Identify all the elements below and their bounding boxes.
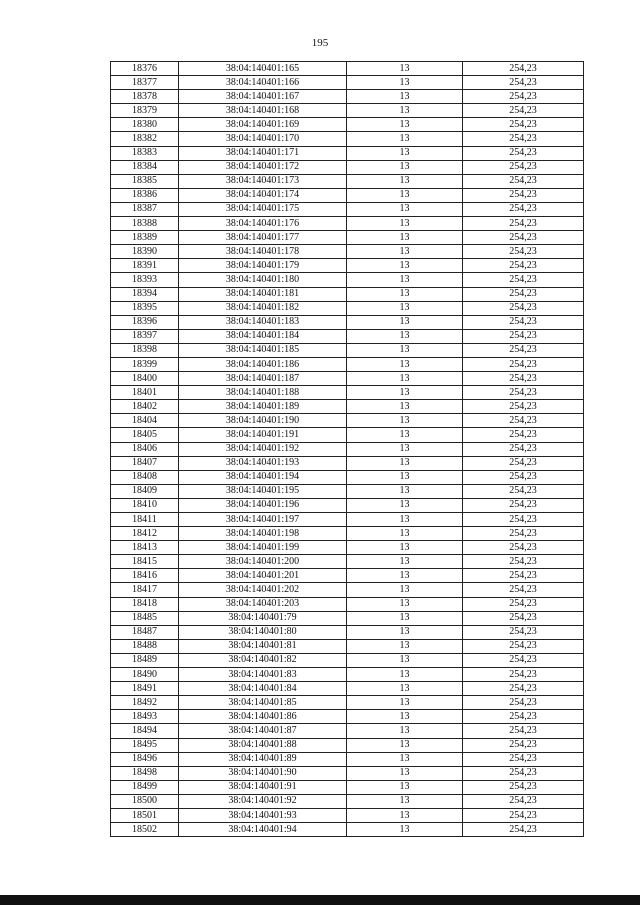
- record-number-cell: 18395: [111, 301, 179, 315]
- value-cell: 254,23: [463, 696, 584, 710]
- table-row: [111, 780, 584, 794]
- quantity-cell: 13: [347, 315, 463, 329]
- record-number-cell: 18383: [111, 146, 179, 160]
- cadastral-number-cell: 38:04:140401:195: [179, 484, 347, 498]
- record-number-cell: 18406: [111, 442, 179, 456]
- record-number-cell: 18416: [111, 569, 179, 583]
- scan-bottom-edge: [0, 895, 640, 905]
- table-row: [111, 484, 584, 498]
- record-number-cell: 18408: [111, 470, 179, 484]
- quantity-cell: 13: [347, 62, 463, 76]
- table-row: [111, 766, 584, 780]
- table-row: [111, 245, 584, 259]
- cadastral-number-cell: 38:04:140401:176: [179, 217, 347, 231]
- cadastral-number-cell: 38:04:140401:193: [179, 456, 347, 470]
- value-cell: 254,23: [463, 597, 584, 611]
- quantity-cell: 13: [347, 738, 463, 752]
- table-row: [111, 513, 584, 527]
- quantity-cell: 13: [347, 639, 463, 653]
- value-cell: 254,23: [463, 766, 584, 780]
- table-row: [111, 329, 584, 343]
- quantity-cell: 13: [347, 76, 463, 90]
- table-row: [111, 273, 584, 287]
- quantity-cell: 13: [347, 569, 463, 583]
- record-number-cell: 18382: [111, 132, 179, 146]
- value-cell: 254,23: [463, 470, 584, 484]
- table-row: [111, 639, 584, 653]
- table-row: [111, 442, 584, 456]
- table-row: [111, 132, 584, 146]
- cadastral-number-cell: 38:04:140401:92: [179, 794, 347, 808]
- value-cell: 254,23: [463, 513, 584, 527]
- table-row: [111, 315, 584, 329]
- quantity-cell: 13: [347, 527, 463, 541]
- table-row: [111, 231, 584, 245]
- table-row: [111, 569, 584, 583]
- cadastral-number-cell: 38:04:140401:91: [179, 780, 347, 794]
- value-cell: 254,23: [463, 245, 584, 259]
- cadastral-number-cell: 38:04:140401:84: [179, 682, 347, 696]
- record-number-cell: 18380: [111, 118, 179, 132]
- record-number-cell: 18404: [111, 414, 179, 428]
- record-number-cell: 18407: [111, 456, 179, 470]
- cadastral-number-cell: 38:04:140401:190: [179, 414, 347, 428]
- record-number-cell: 18418: [111, 597, 179, 611]
- quantity-cell: 13: [347, 428, 463, 442]
- value-cell: 254,23: [463, 653, 584, 667]
- value-cell: 254,23: [463, 724, 584, 738]
- quantity-cell: 13: [347, 498, 463, 512]
- quantity-cell: 13: [347, 386, 463, 400]
- table-row: [111, 414, 584, 428]
- record-number-cell: 18391: [111, 259, 179, 273]
- record-number-cell: 18413: [111, 541, 179, 555]
- cadastral-number-cell: 38:04:140401:179: [179, 259, 347, 273]
- table-row: [111, 202, 584, 216]
- cadastral-number-cell: 38:04:140401:196: [179, 498, 347, 512]
- table-row: [111, 611, 584, 625]
- quantity-cell: 13: [347, 710, 463, 724]
- record-number-cell: 18388: [111, 217, 179, 231]
- value-cell: 254,23: [463, 174, 584, 188]
- cadastral-number-cell: 38:04:140401:188: [179, 386, 347, 400]
- value-cell: 254,23: [463, 259, 584, 273]
- record-number-cell: 18378: [111, 90, 179, 104]
- quantity-cell: 13: [347, 372, 463, 386]
- cadastral-number-cell: 38:04:140401:203: [179, 597, 347, 611]
- cadastral-number-cell: 38:04:140401:81: [179, 639, 347, 653]
- value-cell: 254,23: [463, 498, 584, 512]
- cadastral-number-cell: 38:04:140401:199: [179, 541, 347, 555]
- quantity-cell: 13: [347, 611, 463, 625]
- record-number-cell: 18491: [111, 682, 179, 696]
- quantity-cell: 13: [347, 231, 463, 245]
- table-row: [111, 710, 584, 724]
- cadastral-number-cell: 38:04:140401:177: [179, 231, 347, 245]
- cadastral-number-cell: 38:04:140401:200: [179, 555, 347, 569]
- record-number-cell: 18386: [111, 188, 179, 202]
- quantity-cell: 13: [347, 329, 463, 343]
- quantity-cell: 13: [347, 442, 463, 456]
- value-cell: 254,23: [463, 583, 584, 597]
- value-cell: 254,23: [463, 301, 584, 315]
- table-row: [111, 541, 584, 555]
- cadastral-number-cell: 38:04:140401:80: [179, 625, 347, 639]
- record-number-cell: 18496: [111, 752, 179, 766]
- value-cell: 254,23: [463, 146, 584, 160]
- record-number-cell: 18409: [111, 484, 179, 498]
- cadastral-number-cell: 38:04:140401:182: [179, 301, 347, 315]
- value-cell: 254,23: [463, 428, 584, 442]
- cadastral-number-cell: 38:04:140401:174: [179, 188, 347, 202]
- record-number-cell: 18390: [111, 245, 179, 259]
- value-cell: 254,23: [463, 90, 584, 104]
- cadastral-number-cell: 38:04:140401:170: [179, 132, 347, 146]
- record-number-cell: 18485: [111, 611, 179, 625]
- cadastral-number-cell: 38:04:140401:83: [179, 668, 347, 682]
- table-row: [111, 301, 584, 315]
- quantity-cell: 13: [347, 188, 463, 202]
- quantity-cell: 13: [347, 541, 463, 555]
- record-number-cell: 18400: [111, 372, 179, 386]
- table-row: [111, 682, 584, 696]
- quantity-cell: 13: [347, 625, 463, 639]
- table-row: [111, 597, 584, 611]
- value-cell: 254,23: [463, 794, 584, 808]
- cadastral-number-cell: 38:04:140401:189: [179, 400, 347, 414]
- quantity-cell: 13: [347, 160, 463, 174]
- table-row: [111, 118, 584, 132]
- table-row: [111, 794, 584, 808]
- quantity-cell: 13: [347, 668, 463, 682]
- cadastral-number-cell: 38:04:140401:181: [179, 287, 347, 301]
- value-cell: 254,23: [463, 104, 584, 118]
- quantity-cell: 13: [347, 414, 463, 428]
- table-row: [111, 400, 584, 414]
- quantity-cell: 13: [347, 583, 463, 597]
- value-cell: 254,23: [463, 442, 584, 456]
- table-row: [111, 90, 584, 104]
- cadastral-number-cell: 38:04:140401:168: [179, 104, 347, 118]
- record-number-cell: 18490: [111, 668, 179, 682]
- record-number-cell: 18398: [111, 343, 179, 357]
- table-row: [111, 823, 584, 837]
- record-number-cell: 18389: [111, 231, 179, 245]
- record-number-cell: 18401: [111, 386, 179, 400]
- quantity-cell: 13: [347, 724, 463, 738]
- record-number-cell: 18499: [111, 780, 179, 794]
- table-row: [111, 456, 584, 470]
- value-cell: 254,23: [463, 188, 584, 202]
- table-row: [111, 498, 584, 512]
- value-cell: 254,23: [463, 414, 584, 428]
- quantity-cell: 13: [347, 484, 463, 498]
- record-number-cell: 18487: [111, 625, 179, 639]
- value-cell: 254,23: [463, 76, 584, 90]
- quantity-cell: 13: [347, 653, 463, 667]
- table-row: [111, 738, 584, 752]
- record-number-cell: 18411: [111, 513, 179, 527]
- record-number-cell: 18415: [111, 555, 179, 569]
- quantity-cell: 13: [347, 132, 463, 146]
- quantity-cell: 13: [347, 555, 463, 569]
- record-number-cell: 18377: [111, 76, 179, 90]
- table-row: [111, 372, 584, 386]
- value-cell: 254,23: [463, 132, 584, 146]
- quantity-cell: 13: [347, 343, 463, 357]
- quantity-cell: 13: [347, 259, 463, 273]
- value-cell: 254,23: [463, 738, 584, 752]
- record-number-cell: 18393: [111, 273, 179, 287]
- cadastral-number-cell: 38:04:140401:201: [179, 569, 347, 583]
- value-cell: 254,23: [463, 273, 584, 287]
- page-number: 195: [311, 37, 329, 49]
- table-row: [111, 527, 584, 541]
- table-row: [111, 808, 584, 822]
- value-cell: 254,23: [463, 541, 584, 555]
- quantity-cell: 13: [347, 146, 463, 160]
- quantity-cell: 13: [347, 513, 463, 527]
- cadastral-number-cell: 38:04:140401:86: [179, 710, 347, 724]
- table-row: [111, 343, 584, 357]
- value-cell: 254,23: [463, 808, 584, 822]
- cadastral-number-cell: 38:04:140401:166: [179, 76, 347, 90]
- cadastral-number-cell: 38:04:140401:167: [179, 90, 347, 104]
- record-number-cell: 18501: [111, 808, 179, 822]
- value-cell: 254,23: [463, 343, 584, 357]
- table-row: [111, 357, 584, 371]
- cadastral-number-cell: 38:04:140401:87: [179, 724, 347, 738]
- cadastral-number-cell: 38:04:140401:186: [179, 357, 347, 371]
- record-number-cell: 18405: [111, 428, 179, 442]
- value-cell: 254,23: [463, 118, 584, 132]
- quantity-cell: 13: [347, 118, 463, 132]
- quantity-cell: 13: [347, 823, 463, 837]
- value-cell: 254,23: [463, 400, 584, 414]
- value-cell: 254,23: [463, 555, 584, 569]
- quantity-cell: 13: [347, 104, 463, 118]
- cadastral-number-cell: 38:04:140401:183: [179, 315, 347, 329]
- cadastral-number-cell: 38:04:140401:165: [179, 62, 347, 76]
- table-row: [111, 653, 584, 667]
- value-cell: 254,23: [463, 217, 584, 231]
- quantity-cell: 13: [347, 217, 463, 231]
- value-cell: 254,23: [463, 386, 584, 400]
- value-cell: 254,23: [463, 611, 584, 625]
- cadastral-number-cell: 38:04:140401:197: [179, 513, 347, 527]
- record-number-cell: 18494: [111, 724, 179, 738]
- cadastral-number-cell: 38:04:140401:194: [179, 470, 347, 484]
- quantity-cell: 13: [347, 357, 463, 371]
- value-cell: 254,23: [463, 357, 584, 371]
- record-number-cell: 18493: [111, 710, 179, 724]
- table-row: [111, 62, 584, 76]
- record-number-cell: 18489: [111, 653, 179, 667]
- record-number-cell: 18394: [111, 287, 179, 301]
- table-row: [111, 428, 584, 442]
- cadastral-number-cell: 38:04:140401:180: [179, 273, 347, 287]
- cadastral-number-cell: 38:04:140401:94: [179, 823, 347, 837]
- quantity-cell: 13: [347, 456, 463, 470]
- cadastral-number-cell: 38:04:140401:173: [179, 174, 347, 188]
- table-row: [111, 724, 584, 738]
- value-cell: 254,23: [463, 710, 584, 724]
- record-number-cell: 18492: [111, 696, 179, 710]
- value-cell: 254,23: [463, 625, 584, 639]
- cadastral-number-cell: 38:04:140401:187: [179, 372, 347, 386]
- quantity-cell: 13: [347, 273, 463, 287]
- cadastral-number-cell: 38:04:140401:192: [179, 442, 347, 456]
- cadastral-number-cell: 38:04:140401:90: [179, 766, 347, 780]
- quantity-cell: 13: [347, 682, 463, 696]
- value-cell: 254,23: [463, 62, 584, 76]
- record-number-cell: 18488: [111, 639, 179, 653]
- quantity-cell: 13: [347, 470, 463, 484]
- value-cell: 254,23: [463, 668, 584, 682]
- table-row: [111, 752, 584, 766]
- table-row: [111, 668, 584, 682]
- value-cell: 254,23: [463, 569, 584, 583]
- value-cell: 254,23: [463, 287, 584, 301]
- cadastral-number-cell: 38:04:140401:191: [179, 428, 347, 442]
- quantity-cell: 13: [347, 174, 463, 188]
- table-row: [111, 259, 584, 273]
- value-cell: 254,23: [463, 823, 584, 837]
- record-number-cell: 18498: [111, 766, 179, 780]
- table-row: [111, 188, 584, 202]
- table-row: [111, 174, 584, 188]
- cadastral-number-cell: 38:04:140401:198: [179, 527, 347, 541]
- value-cell: 254,23: [463, 456, 584, 470]
- cadastral-number-cell: 38:04:140401:93: [179, 808, 347, 822]
- cadastral-number-cell: 38:04:140401:184: [179, 329, 347, 343]
- quantity-cell: 13: [347, 597, 463, 611]
- quantity-cell: 13: [347, 780, 463, 794]
- value-cell: 254,23: [463, 484, 584, 498]
- quantity-cell: 13: [347, 202, 463, 216]
- table-row: [111, 146, 584, 160]
- cadastral-number-cell: 38:04:140401:88: [179, 738, 347, 752]
- table-row: [111, 217, 584, 231]
- cadastral-number-cell: 38:04:140401:79: [179, 611, 347, 625]
- record-number-cell: 18412: [111, 527, 179, 541]
- table-row: [111, 160, 584, 174]
- table-row: [111, 386, 584, 400]
- value-cell: 254,23: [463, 202, 584, 216]
- cadastral-number-cell: 38:04:140401:178: [179, 245, 347, 259]
- value-cell: 254,23: [463, 527, 584, 541]
- quantity-cell: 13: [347, 752, 463, 766]
- value-cell: 254,23: [463, 372, 584, 386]
- record-number-cell: 18376: [111, 62, 179, 76]
- record-number-cell: 18379: [111, 104, 179, 118]
- cadastral-number-cell: 38:04:140401:89: [179, 752, 347, 766]
- cadastral-number-cell: 38:04:140401:185: [179, 343, 347, 357]
- value-cell: 254,23: [463, 231, 584, 245]
- quantity-cell: 13: [347, 287, 463, 301]
- table-row: [111, 104, 584, 118]
- table-row: [111, 287, 584, 301]
- cadastral-number-cell: 38:04:140401:172: [179, 160, 347, 174]
- table-row: [111, 625, 584, 639]
- quantity-cell: 13: [347, 808, 463, 822]
- table-row: [111, 583, 584, 597]
- cadastral-number-cell: 38:04:140401:171: [179, 146, 347, 160]
- cadastral-number-cell: 38:04:140401:169: [179, 118, 347, 132]
- value-cell: 254,23: [463, 315, 584, 329]
- quantity-cell: 13: [347, 301, 463, 315]
- value-cell: 254,23: [463, 160, 584, 174]
- table-row: [111, 470, 584, 484]
- record-number-cell: 18385: [111, 174, 179, 188]
- record-number-cell: 18500: [111, 794, 179, 808]
- parcel-table: [110, 61, 584, 837]
- quantity-cell: 13: [347, 245, 463, 259]
- record-number-cell: 18495: [111, 738, 179, 752]
- cadastral-number-cell: 38:04:140401:202: [179, 583, 347, 597]
- quantity-cell: 13: [347, 696, 463, 710]
- table-row: [111, 696, 584, 710]
- cadastral-number-cell: 38:04:140401:82: [179, 653, 347, 667]
- parcel-table-body: [111, 62, 584, 837]
- quantity-cell: 13: [347, 794, 463, 808]
- quantity-cell: 13: [347, 90, 463, 104]
- record-number-cell: 18399: [111, 357, 179, 371]
- table-row: [111, 76, 584, 90]
- record-number-cell: 18502: [111, 823, 179, 837]
- record-number-cell: 18397: [111, 329, 179, 343]
- record-number-cell: 18384: [111, 160, 179, 174]
- table-row: [111, 555, 584, 569]
- value-cell: 254,23: [463, 780, 584, 794]
- quantity-cell: 13: [347, 766, 463, 780]
- record-number-cell: 18387: [111, 202, 179, 216]
- cadastral-number-cell: 38:04:140401:175: [179, 202, 347, 216]
- quantity-cell: 13: [347, 400, 463, 414]
- record-number-cell: 18402: [111, 400, 179, 414]
- record-number-cell: 18410: [111, 498, 179, 512]
- record-number-cell: 18396: [111, 315, 179, 329]
- value-cell: 254,23: [463, 682, 584, 696]
- value-cell: 254,23: [463, 752, 584, 766]
- cadastral-number-cell: 38:04:140401:85: [179, 696, 347, 710]
- record-number-cell: 18417: [111, 583, 179, 597]
- value-cell: 254,23: [463, 329, 584, 343]
- value-cell: 254,23: [463, 639, 584, 653]
